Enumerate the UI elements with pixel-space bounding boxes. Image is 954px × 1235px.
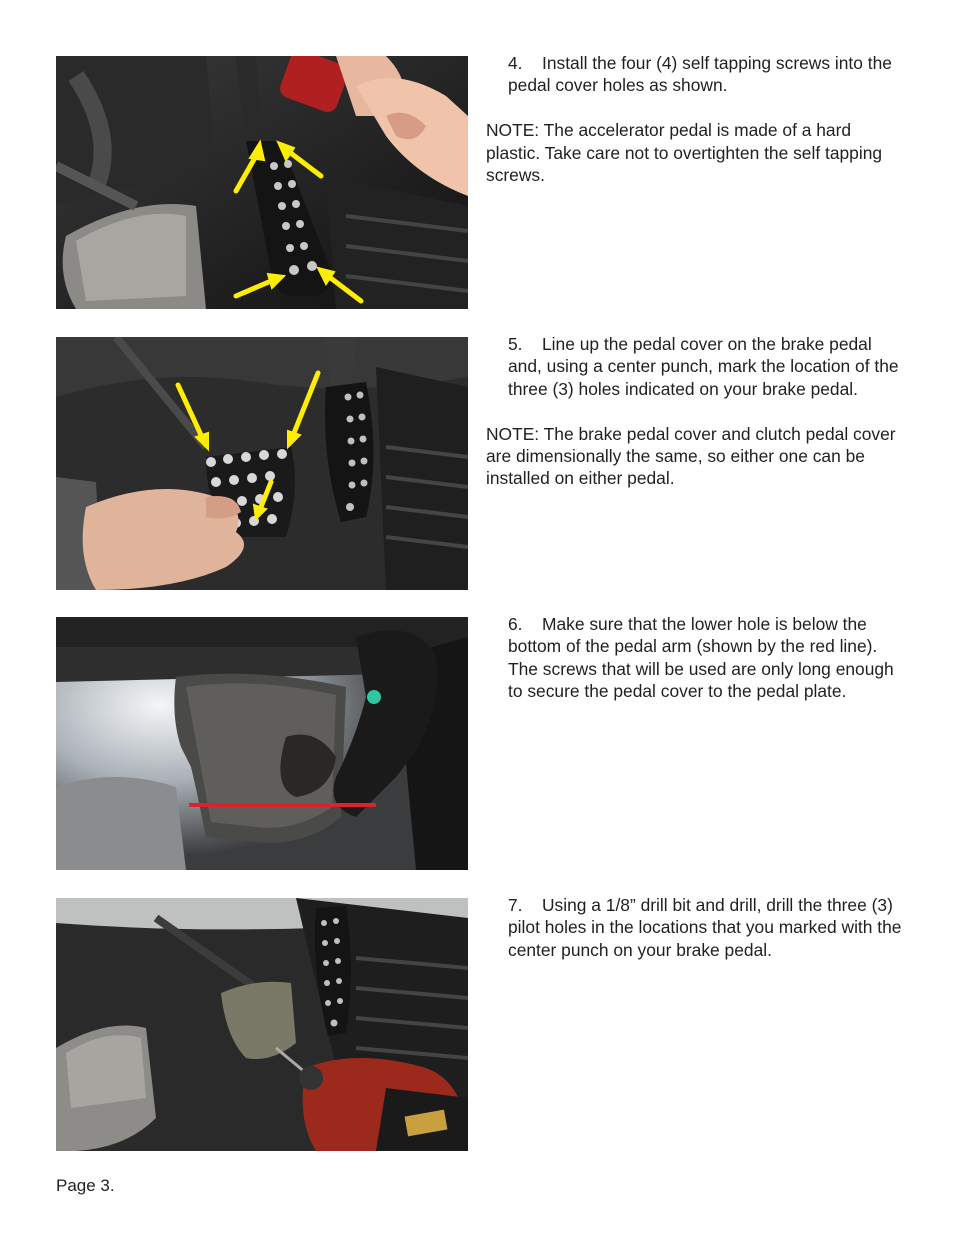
step-4-photo: [56, 56, 468, 309]
step-note: NOTE: The brake pedal cover and clutch pedal cover are dimensionally the same, so either one can be installed on either pedal.: [486, 423, 896, 489]
step-text: Using a 1/8” drill bit and drill, drill the three (3) pilot holes in the locations that you marked with the center punch on your brake pedal.: [508, 895, 902, 960]
step-5: [486, 333, 906, 490]
step-number: 5.: [508, 334, 523, 354]
step-text: Make sure that the lower hole is below the bottom of the pedal arm (shown by the red line). The screws that will be used are only long enough to secure the pedal cover to the pedal plate.: [508, 614, 894, 702]
step-note: NOTE: The accelerator pedal is made of a hard plastic. Take care not to overtighten the self tapping screws.: [486, 120, 883, 186]
step-number: 4.: [508, 53, 523, 73]
step-text: Install the four (4) self tapping screws into the pedal cover holes as shown.: [508, 53, 892, 96]
step-7: [486, 894, 906, 961]
step-5-photo: [56, 337, 468, 590]
page-number: Page 3.: [56, 1176, 115, 1195]
step-text: Line up the pedal cover on the brake pedal and, using a center punch, mark the location of the three (3) holes indicated on your brake pedal.: [508, 334, 899, 399]
step-7-photo: [56, 898, 468, 1151]
step-4: [486, 52, 906, 186]
step-number: 7.: [508, 895, 523, 915]
step-6: [486, 613, 906, 703]
step-number: 6.: [508, 614, 523, 634]
step-6-photo: [56, 617, 468, 870]
